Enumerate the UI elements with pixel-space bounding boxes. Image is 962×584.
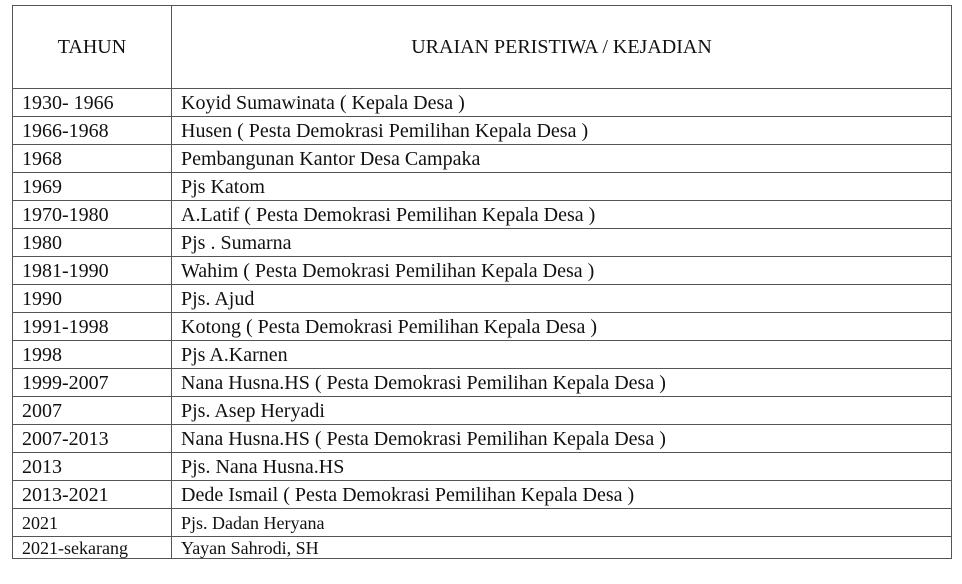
header-row	[13, 6, 952, 89]
event-cell: Pjs Katom	[172, 173, 952, 201]
year-cell: 1966-1968	[13, 117, 172, 145]
year-cell: 2007-2013	[13, 425, 172, 453]
table-row	[13, 173, 952, 201]
event-cell: Pembangunan Kantor Desa Campaka	[172, 145, 952, 173]
table-row	[13, 313, 952, 341]
event-cell: Pjs A.Karnen	[172, 341, 952, 369]
year-cell: 2021	[13, 509, 172, 537]
header-year: TAHUN	[13, 6, 172, 89]
table-row	[13, 145, 952, 173]
table-row	[13, 425, 952, 453]
table-row	[13, 117, 952, 145]
year-cell: 1999-2007	[13, 369, 172, 397]
event-cell: Pjs. Asep Heryadi	[172, 397, 952, 425]
table-row	[13, 229, 952, 257]
event-cell: Pjs. Ajud	[172, 285, 952, 313]
table-row	[13, 397, 952, 425]
event-cell: Dede Ismail ( Pesta Demokrasi Pemilihan Kepala Desa )	[172, 481, 952, 509]
header-event: URAIAN PERISTIWA / KEJADIAN	[172, 6, 952, 89]
table-row	[13, 481, 952, 509]
event-cell: Pjs. Nana Husna.HS	[172, 453, 952, 481]
year-cell: 2021-sekarang	[13, 537, 172, 559]
year-cell: 1969	[13, 173, 172, 201]
event-cell: Nana Husna.HS ( Pesta Demokrasi Pemilihan Kepala Desa )	[172, 369, 952, 397]
table-row	[13, 257, 952, 285]
year-cell: 1970-1980	[13, 201, 172, 229]
year-cell: 1990	[13, 285, 172, 313]
table-row	[13, 453, 952, 481]
year-cell: 2007	[13, 397, 172, 425]
year-cell: 1998	[13, 341, 172, 369]
event-cell: A.Latif ( Pesta Demokrasi Pemilihan Kepala Desa )	[172, 201, 952, 229]
year-cell: 1981-1990	[13, 257, 172, 285]
year-cell: 1968	[13, 145, 172, 173]
history-table	[12, 5, 952, 559]
table-row	[13, 341, 952, 369]
table-row	[13, 509, 952, 537]
event-cell: Koyid Sumawinata ( Kepala Desa )	[172, 89, 952, 117]
event-cell: Nana Husna.HS ( Pesta Demokrasi Pemilihan Kepala Desa )	[172, 425, 952, 453]
year-cell: 2013	[13, 453, 172, 481]
event-cell: Kotong ( Pesta Demokrasi Pemilihan Kepala Desa )	[172, 313, 952, 341]
year-cell: 1980	[13, 229, 172, 257]
event-cell: Pjs . Sumarna	[172, 229, 952, 257]
year-cell: 1930- 1966	[13, 89, 172, 117]
table-row	[13, 537, 952, 559]
event-cell: Pjs. Dadan Heryana	[172, 509, 952, 537]
event-cell: Husen ( Pesta Demokrasi Pemilihan Kepala Desa )	[172, 117, 952, 145]
table-row	[13, 201, 952, 229]
year-cell: 1991-1998	[13, 313, 172, 341]
year-cell: 2013-2021	[13, 481, 172, 509]
table-row	[13, 285, 952, 313]
table-row	[13, 369, 952, 397]
event-cell: Wahim ( Pesta Demokrasi Pemilihan Kepala Desa )	[172, 257, 952, 285]
table-row	[13, 89, 952, 117]
event-cell: Yayan Sahrodi, SH	[172, 537, 952, 559]
